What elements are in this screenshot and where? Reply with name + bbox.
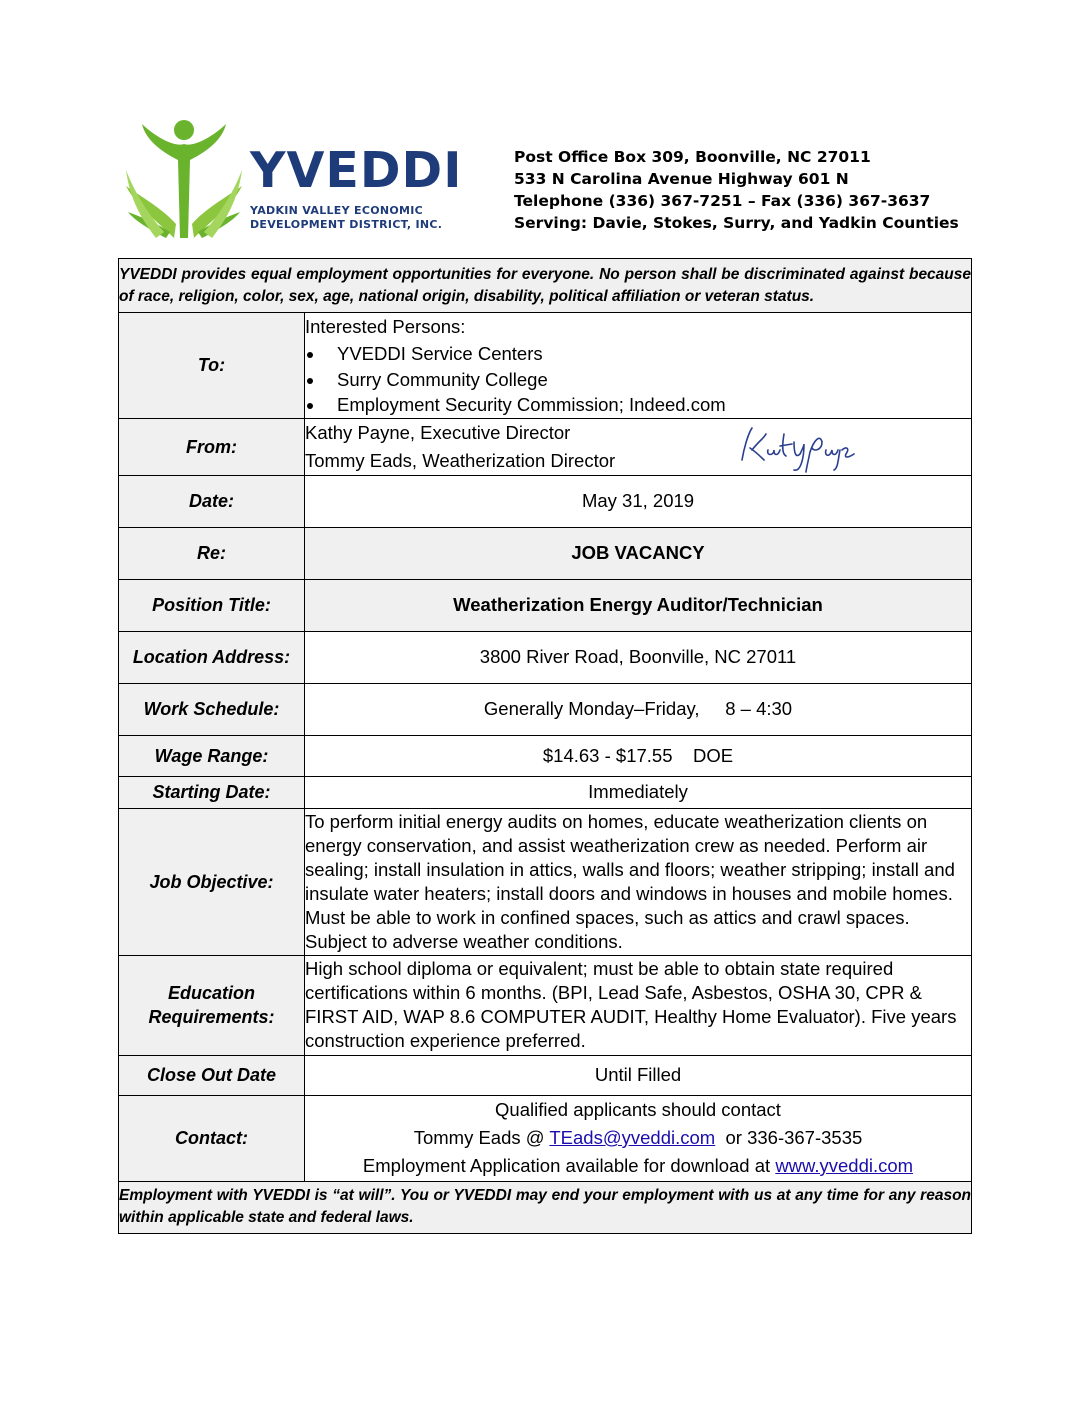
position-title-value: Weatherization Energy Auditor/Technician (305, 579, 972, 631)
website-link[interactable]: www.yveddi.com (775, 1155, 914, 1176)
contact-email-link[interactable]: TEads@yveddi.com (549, 1127, 716, 1148)
education-value: High school diploma or equivalent; must be able to obtain state required certifications within 6 months. (BPI, Lead Safe, Asbestos, OSHA 30, CPR & FIRST AID, WAP 8.6 COMPUTER AUDIT, Healthy Home Evaluator). Five years construction experience preferred. (305, 955, 972, 1055)
logo-subtitle-line: DEVELOPMENT DISTRICT, INC. (250, 218, 443, 231)
from-senders (305, 418, 972, 475)
close-out-date-label: Close Out Date (119, 1055, 305, 1095)
job-posting-table (118, 258, 972, 1234)
starting-date-label: Starting Date: (119, 776, 305, 808)
address-line: Serving: Davie, Stokes, Surry, and Yadkin Counties (514, 214, 959, 232)
to-label: To: (119, 313, 305, 419)
list-item: Employment Security Commission; Indeed.com (337, 392, 971, 418)
signature-kathy-payne (734, 420, 860, 476)
education-label-line: Requirements: (148, 1007, 275, 1027)
logo-subtitle (250, 204, 442, 232)
yveddi-figure-logo-icon (126, 120, 248, 242)
work-schedule-value: Generally Monday–Friday, 8 – 4:30 (305, 683, 972, 735)
date-value: May 31, 2019 (305, 475, 972, 527)
eeo-notice: YVEDDI provides equal employment opportunities for everyone. No person shall be discriminated against because of race, religion, color, sex, age, national origin, disability, political affiliation or veteran status. (119, 259, 972, 313)
address-line: 533 N Carolina Avenue Highway 601 N (514, 170, 849, 188)
education-label (119, 955, 305, 1055)
contact-details (305, 1095, 972, 1181)
re-label: Re: (119, 527, 305, 579)
list-item: YVEDDI Service Centers (337, 341, 971, 367)
application-note: Employment Application available for download at (362, 1155, 776, 1176)
wage-range-label: Wage Range: (119, 735, 305, 776)
address-line: Telephone (336) 367-7251 – Fax (336) 367-3637 (514, 192, 931, 210)
education-label-line: Education (167, 983, 255, 1003)
work-schedule-label: Work Schedule: (119, 683, 305, 735)
recipient-list (305, 341, 971, 418)
at-will-notice: Employment with YVEDDI is “at will”. You or YVEDDI may end your employment with us at any time for any reason within applicable state and federal laws. (119, 1181, 972, 1233)
job-objective-value: To perform initial energy audits on homes, educate weatherization clients on energy conservation, and assist weatherization crew as needed. Perform air sealing; install insulation in attics, walls and floors; weather stripping; install and insulate water heaters; install doors and windows in houses and mobile homes. Must be able to work in confined spaces, such as attics and crawl spaces. Subject to adverse weather conditions. (305, 808, 972, 955)
location-value: 3800 River Road, Boonville, NC 27011 (305, 631, 972, 683)
contact-line: Qualified applicants should contact (495, 1099, 781, 1120)
location-label: Location Address: (119, 631, 305, 683)
address-line: Post Office Box 309, Boonville, NC 27011 (514, 148, 871, 166)
logo-wordmark: YVEDDI (250, 142, 463, 199)
contact-label: Contact: (119, 1095, 305, 1181)
date-label: Date: (119, 475, 305, 527)
logo-subtitle-line: YADKIN VALLEY ECONOMIC (250, 204, 424, 217)
from-label: From: (119, 418, 305, 475)
contact-name: Tommy Eads @ (413, 1127, 550, 1148)
starting-date-value: Immediately (305, 776, 972, 808)
letterhead (0, 0, 1088, 250)
close-out-date-value: Until Filled (305, 1055, 972, 1095)
org-address-block (514, 146, 959, 234)
re-value: JOB VACANCY (305, 527, 972, 579)
to-intro: Interested Persons: (305, 316, 466, 337)
contact-line (305, 1124, 971, 1152)
contact-line (305, 1152, 971, 1180)
contact-phone: or 336-367-3535 (715, 1127, 863, 1148)
wage-range-value: $14.63 - $17.55 DOE (305, 735, 972, 776)
from-line: Kathy Payne, Executive Director (305, 421, 571, 443)
position-title-label: Position Title: (119, 579, 305, 631)
job-objective-label: Job Objective: (119, 808, 305, 955)
from-line: Tommy Eads, Weatherization Director (305, 449, 616, 471)
to-recipients (305, 313, 972, 419)
yveddi-logo (126, 120, 463, 242)
list-item: Surry Community College (337, 367, 971, 393)
